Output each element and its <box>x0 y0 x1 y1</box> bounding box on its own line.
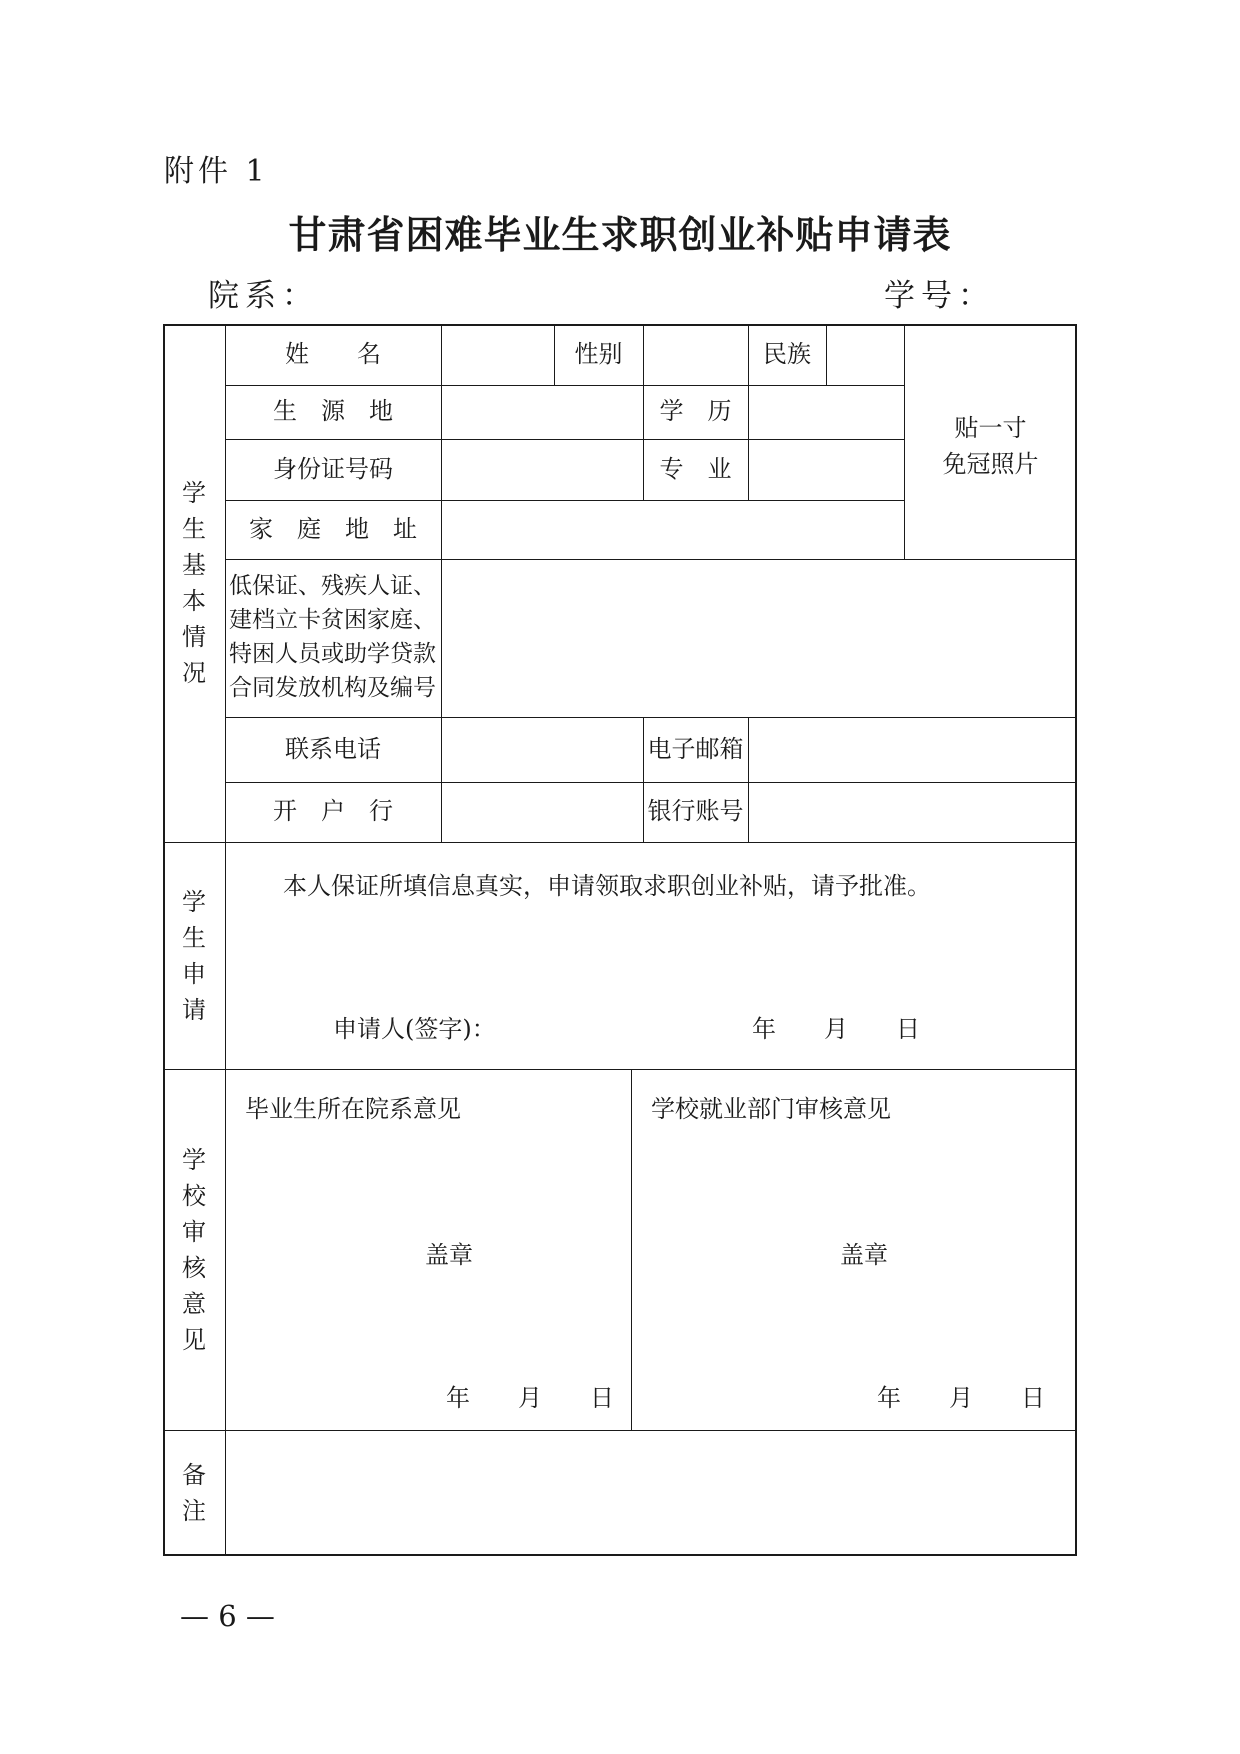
signature-label: 申请人(签字)： <box>333 1015 496 1043</box>
home-address-label: 家 庭 地 址 <box>249 514 417 543</box>
gender-field[interactable] <box>643 324 748 385</box>
id-number-field[interactable] <box>441 439 643 500</box>
remarks-field[interactable] <box>225 1430 1077 1556</box>
phone-label: 联系电话 <box>285 734 381 763</box>
application-statement: 本人保证所填信息真实，申请领取求职创业补贴，请予批准。 <box>283 872 931 900</box>
origin-label: 生 源 地 <box>273 397 393 426</box>
page-number: — 6 — <box>180 1599 275 1633</box>
home-address-field[interactable] <box>441 500 904 559</box>
column-divider <box>631 1069 632 1430</box>
origin-field[interactable] <box>441 385 643 439</box>
form-title: 甘肃省困难毕业生求职创业补贴申请表 <box>288 213 952 257</box>
education-field[interactable] <box>748 385 904 439</box>
gender-label: 性别 <box>574 339 623 368</box>
bank-field[interactable] <box>441 782 643 842</box>
school-stamp-label: 盖章 <box>840 1241 888 1269</box>
account-field[interactable] <box>748 782 1077 842</box>
major-label: 专 业 <box>659 454 732 483</box>
email-label: 电子邮箱 <box>647 734 744 763</box>
department-review-date: 年 月 日 <box>446 1384 614 1412</box>
review-section-label: 学 校 审 核 意 见 <box>182 1145 206 1354</box>
ethnicity-field[interactable] <box>826 324 904 385</box>
department-stamp-label: 盖章 <box>425 1241 473 1269</box>
school-review-date: 年 月 日 <box>877 1384 1045 1412</box>
bank-label: 开 户 行 <box>273 797 393 826</box>
application-section-label: 学 生 申 请 <box>182 887 206 1024</box>
department-opinion-label: 毕业生所在院系意见 <box>245 1095 461 1123</box>
attachment-label: 附件 1 <box>164 154 269 189</box>
phone-field[interactable] <box>441 717 643 782</box>
email-field[interactable] <box>748 717 1077 782</box>
student-number-label: 学号： <box>884 278 995 314</box>
major-field[interactable] <box>748 439 904 500</box>
basic-info-section-label: 学 生 基 本 情 况 <box>182 479 206 687</box>
name-field[interactable] <box>441 324 554 385</box>
certificate-field[interactable] <box>441 559 1077 717</box>
remarks-section-label: 备 注 <box>182 1461 206 1525</box>
section-divider <box>163 842 1077 843</box>
certificate-label: 低保证、残疾人证、 建档立卡贫困家庭、 特困人员或助学贷款 合同发放机构及编号 <box>229 573 436 701</box>
application-date: 年 月 日 <box>752 1015 920 1043</box>
name-label: 姓 名 <box>285 339 381 368</box>
photo-box[interactable]: 贴一寸 免冠照片 <box>942 414 1039 478</box>
school-opinion-label: 学校就业部门审核意见 <box>651 1095 891 1123</box>
id-number-label: 身份证号码 <box>273 454 393 483</box>
signature-field[interactable] <box>500 1000 720 1044</box>
department-label: 院系： <box>208 278 319 314</box>
section-divider <box>163 1069 1077 1070</box>
education-label: 学 历 <box>659 397 732 426</box>
ethnicity-label: 民族 <box>763 339 811 368</box>
account-label: 银行账号 <box>647 797 744 826</box>
